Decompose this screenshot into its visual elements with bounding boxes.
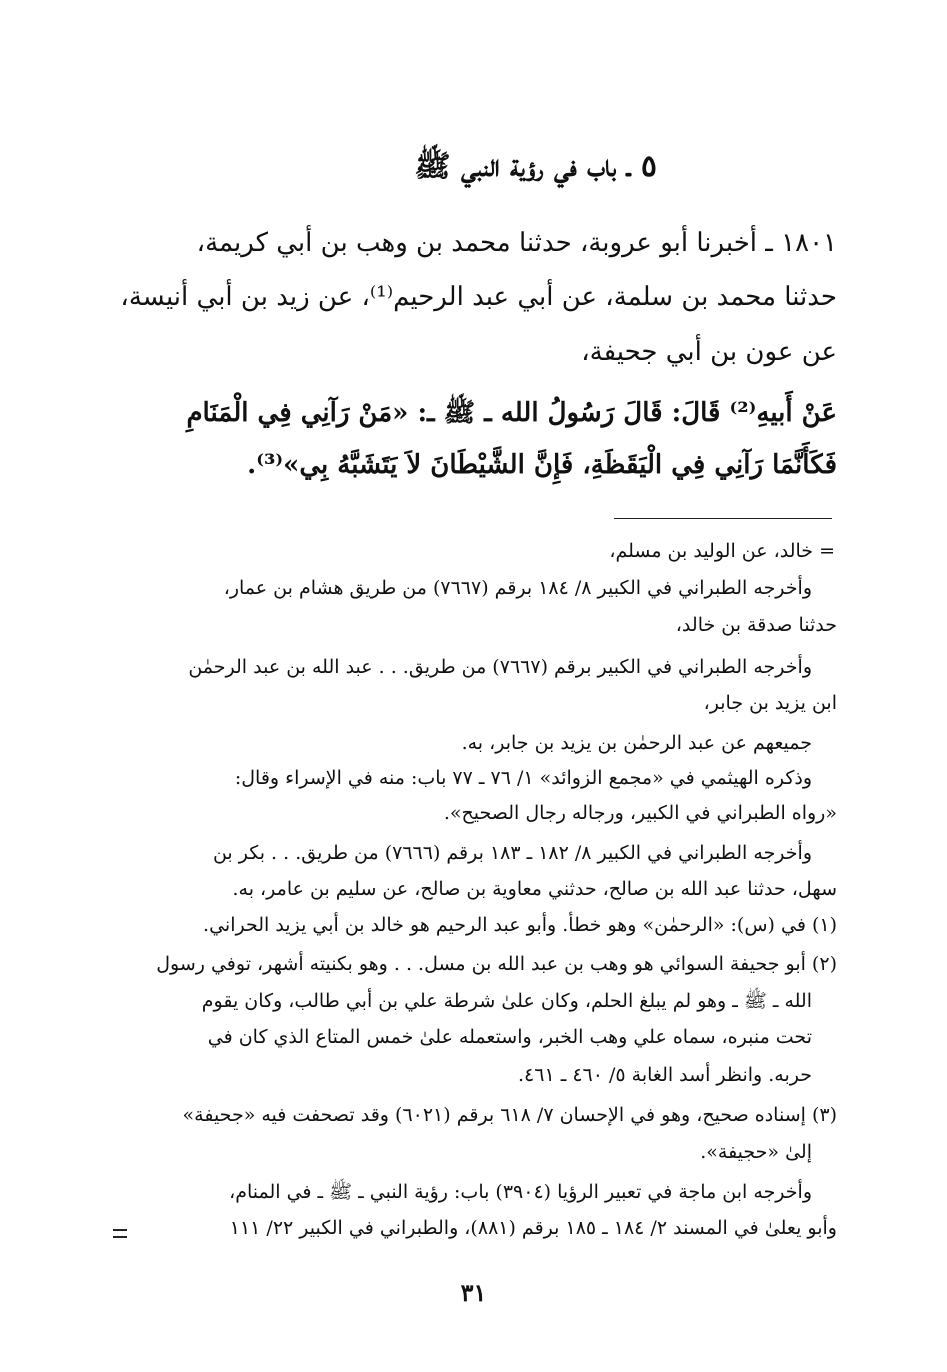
footnote-3-line-3: وأخرجه ابن ماجة في تعبير الرؤيا (٣٩٠٤) باب: رؤية النبي ـ ﷺ ـ في المنام، xyxy=(229,1181,812,1203)
footnote-line-5: ابن يزيد بن جابر، xyxy=(703,692,837,714)
hadith-line-1: عَنْ أَبيهِ⁽²⁾ قَالَ: قَالَ رَسُولُ الله ـ ﷺ ـ: «مَنْ رَآنِي فِي الْمَنَامِ xyxy=(186,398,837,428)
footnote-line-1: = خالد، عن الوليد بن مسلم، xyxy=(609,540,835,562)
footnote-2-line-1: (٢) أبو جحيفة السوائي هو وهب بن عبد الله بن مسل. . . وهو بكنيته أشهر، توفي رسول xyxy=(156,953,837,975)
footnote-line-6: جميعهم عن عبد الرحمٰن بن يزيد بن جابر، به. xyxy=(461,732,812,754)
footnote-2-line-3: تحت منبره، سماه علي وهب الخبر، واستعمله علىٰ خمس المتاع الذي كان في xyxy=(207,1026,812,1048)
main-line-3: عن عون بن أبي جحيفة، xyxy=(581,337,837,367)
footnote-2-line-4: حربه. وانظر أسد الغابة ٥/ ٤٦٠ ـ ٤٦١. xyxy=(517,1064,812,1086)
footnote-line-2: وأخرجه الطبراني في الكبير ٨/ ١٨٤ برقم (٧٦٦٧) من طريق هشام بن عمار، xyxy=(223,577,812,599)
continuation-mark xyxy=(113,1229,127,1238)
footnote-3-line-4: وأبو يعلىٰ في المسند ٢/ ١٨٤ ـ ١٨٥ برقم (٨٨١)، والطبراني في الكبير ٢٢/ ١١١ xyxy=(229,1217,837,1239)
footnote-3-line-2: إلىٰ «حجيفة». xyxy=(700,1141,812,1163)
page-number: ٣١ xyxy=(460,1278,487,1307)
footnote-line-10: سهل، حدثنا عبد الله بن صالح، حدثني معاوية بن صالح، عن سليم بن عامر، به. xyxy=(232,878,837,900)
main-line-1: ١٨٠١ ـ أخبرنا أبو عروبة، حدثنا محمد بن وهب بن أبي كريمة، xyxy=(196,228,837,258)
footnote-line-8: «رواه الطبراني في الكبير، ورجاله رجال الصحيح». xyxy=(443,802,837,824)
footnote-line-9: وأخرجه الطبراني في الكبير ٨/ ١٨٢ ـ ١٨٣ برقم (٧٦٦٦) من طريق. . . بكر بن xyxy=(212,842,812,864)
chapter-heading: ٥ ـ باب في رؤية النبي ﷺ xyxy=(414,149,657,184)
footnote-line-4: وأخرجه الطبراني في الكبير برقم (٧٦٦٧) من طريق. . . عبد الله بن عبد الرحمٰن xyxy=(188,656,812,678)
hadith-line-2: فَكَأَنَّمَا رَآنِي فِي الْيَقَظَةِ، فَإِنَّ الشَّيْطَانَ لاَ يَتَشَبَّهُ بِي»⁽³⁾. xyxy=(247,450,837,480)
footnote-1: (١) في (س): «الرحمٰن» وهو خطأ. وأبو عبد الرحيم هو خالد بن أبي يزيد الحراني. xyxy=(203,914,837,936)
footnote-separator xyxy=(614,518,832,519)
footnote-line-7: وذكره الهيثمي في «مجمع الزوائد» ١/ ٧٦ ـ ٧٧ باب: منه في الإسراء وقال: xyxy=(234,767,812,789)
footnote-3-line-1: (٣) إسناده صحيح، وهو في الإحسان ٧/ ٦١٨ برقم (٦٠٢١) وقد تصحفت فيه «جحيفة» xyxy=(182,1104,837,1126)
footnote-2-line-2: الله ـ ﷺ ـ وهو لم يبلغ الحلم، وكان علىٰ شرطة علي بن أبي طالب، وكان يقوم xyxy=(201,990,812,1012)
footnote-line-3: حدثنا صدقة بن خالد، xyxy=(675,614,837,636)
main-line-2: حدثنا محمد بن سلمة، عن أبي عبد الرحيم⁽¹⁾، عن زيد بن أبي أنيسة، xyxy=(120,282,837,312)
